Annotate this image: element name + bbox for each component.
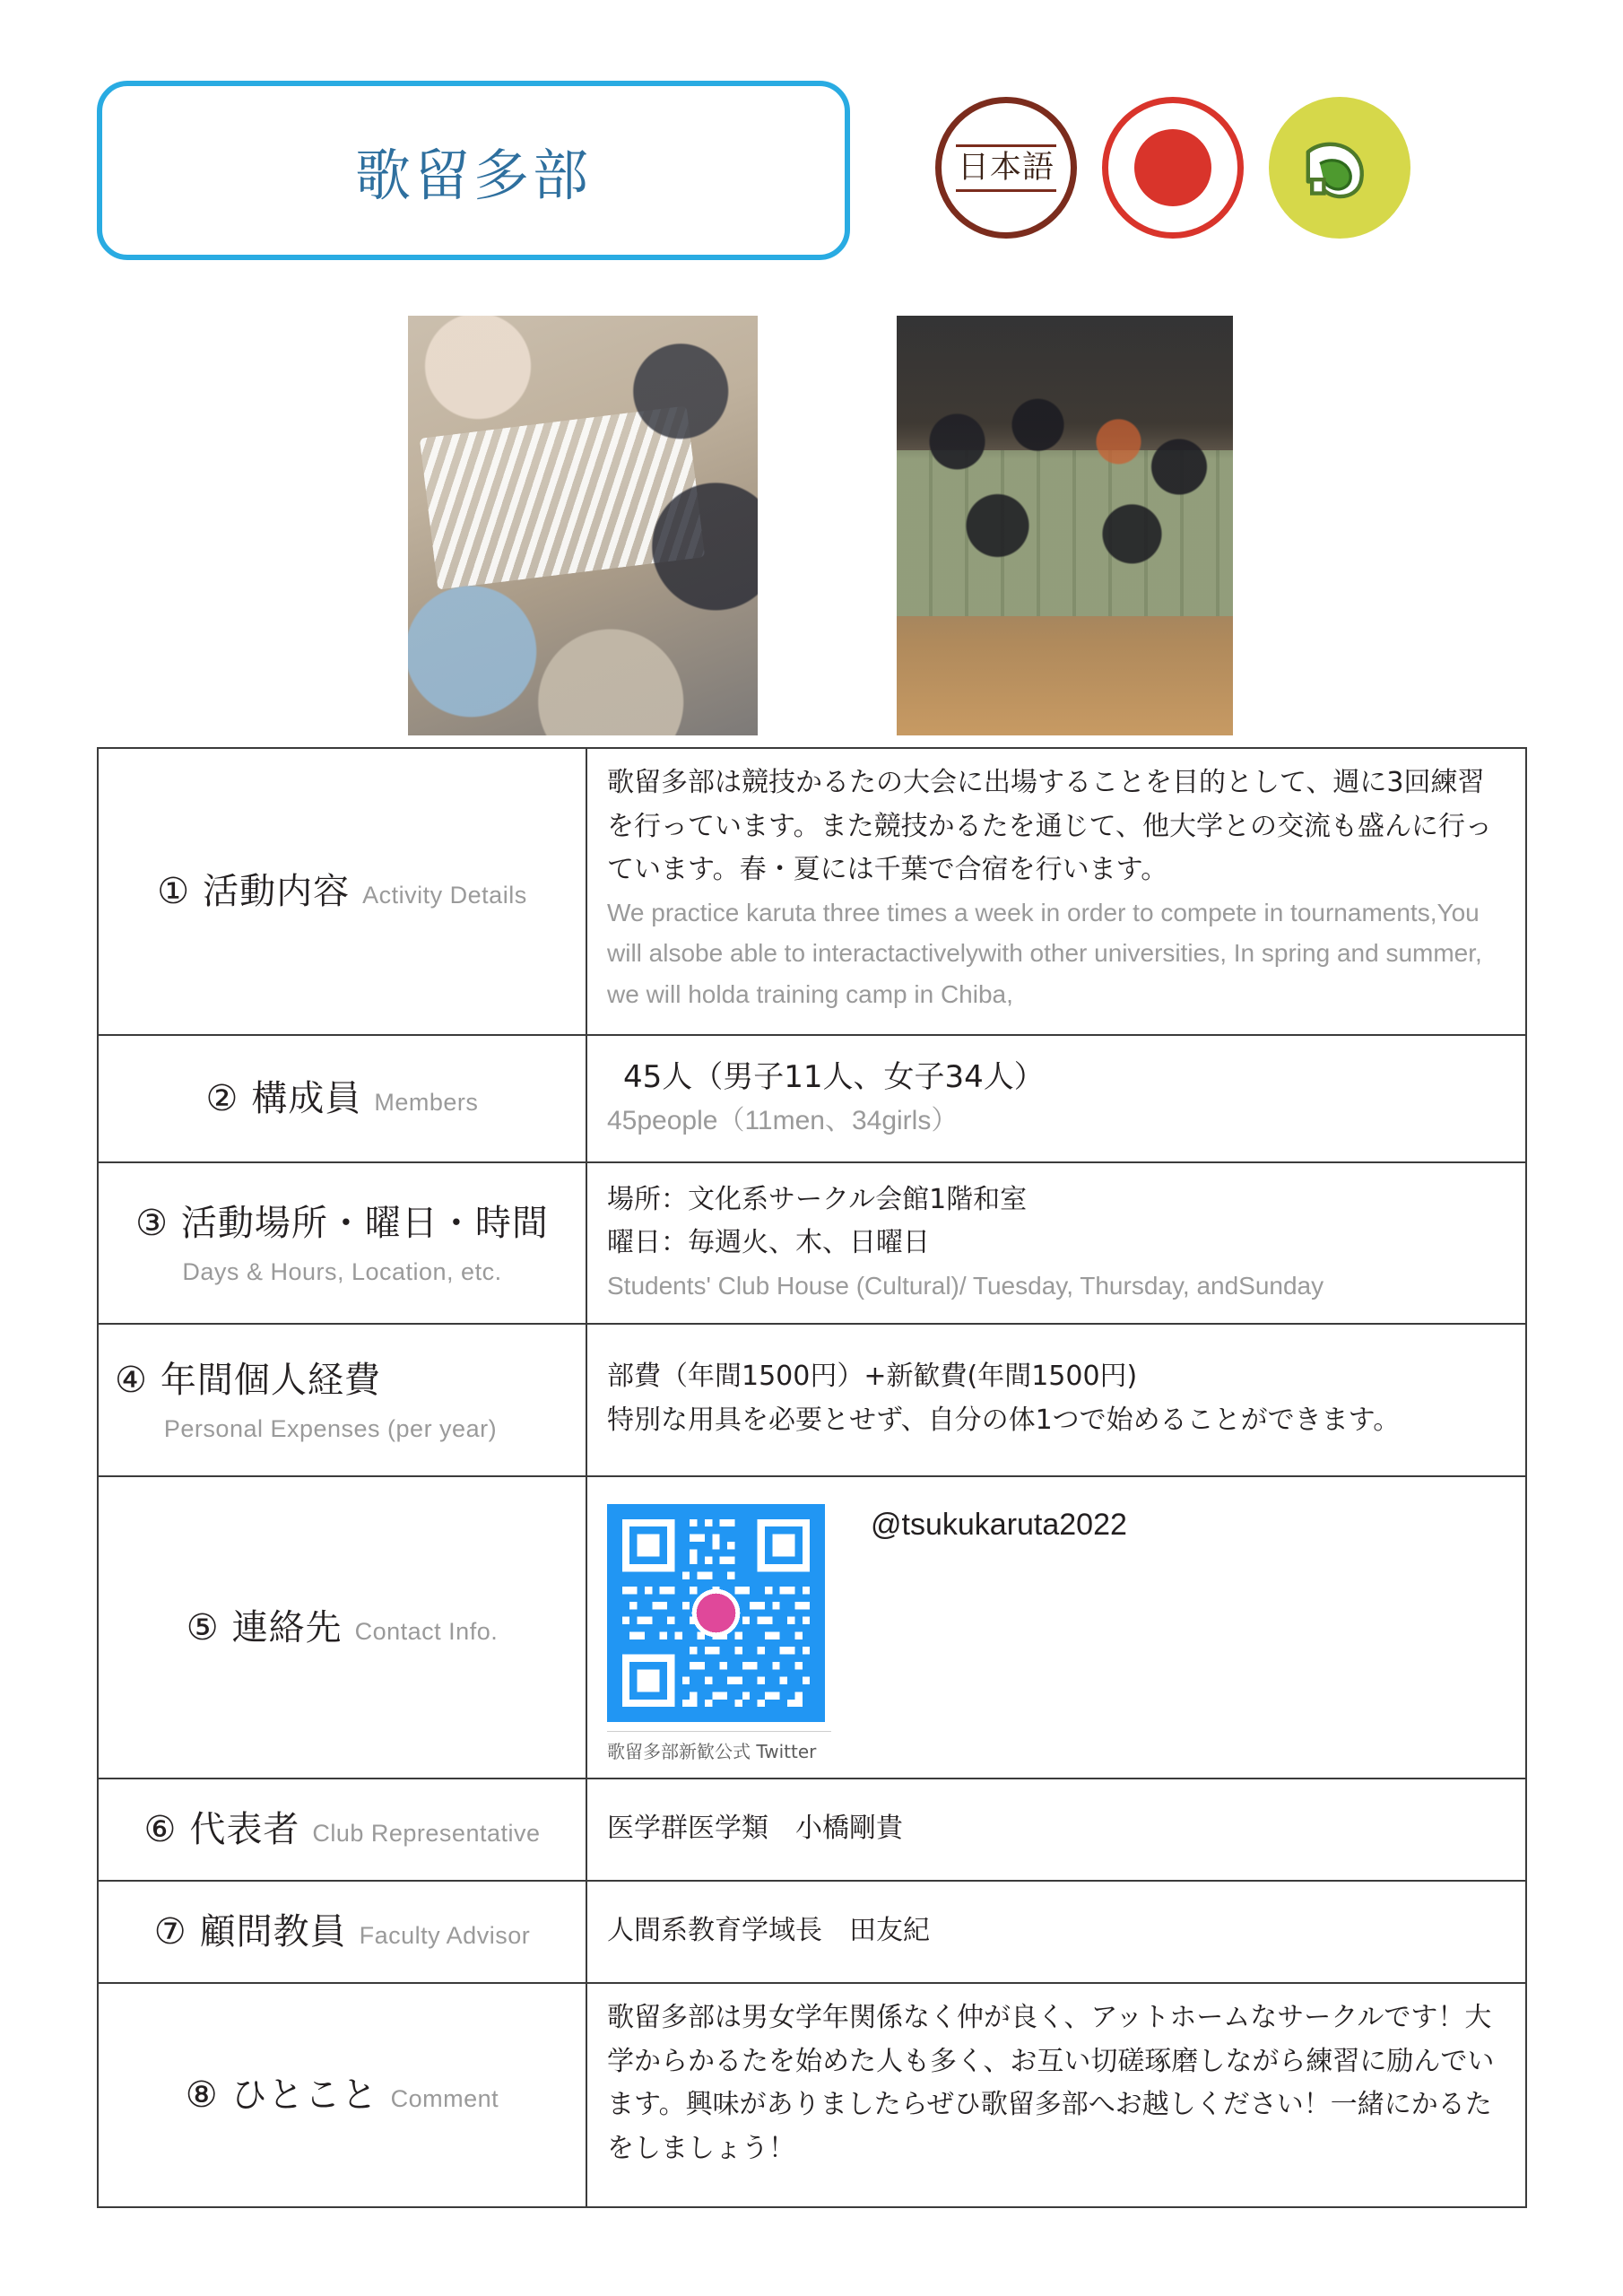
flexed-arm-icon	[1290, 118, 1389, 217]
row-label-advisor	[99, 1882, 587, 1982]
row-label-expenses	[99, 1325, 587, 1475]
expenses-note-line: 特別な用具を必要とせず、自分の体1つで始めることができます。	[607, 1405, 1401, 1436]
row-number: ④	[115, 1359, 148, 1401]
table-row-activity-details	[99, 749, 1525, 1036]
days-line: 曜日：毎週火、木、日曜日	[607, 1227, 930, 1259]
expenses-fee-line: 部費（年間1500円）+新歓費(年間1500円)	[607, 1361, 1138, 1393]
row-body-contact	[587, 1477, 1525, 1778]
qr-caption: 歌留多部新歓公式 Twitter	[607, 1731, 831, 1763]
photo-tournament-hall	[897, 316, 1233, 735]
row-body-advisor	[587, 1882, 1525, 1982]
table-row-expenses	[99, 1325, 1525, 1477]
table-row-advisor	[99, 1882, 1525, 1984]
location-line: 場所：文化系サークル会館1階和室	[607, 1183, 1028, 1215]
row-body-comment	[587, 1984, 1525, 2206]
row-number: ③	[135, 1202, 169, 1244]
row-label-en: Activity Details	[362, 882, 527, 909]
row-label-jp: 顧問教員	[199, 1911, 347, 1952]
table-row-contact	[99, 1477, 1525, 1779]
row-label-comment	[99, 1984, 587, 2206]
table-row-location-days	[99, 1163, 1525, 1325]
activity-badge	[1269, 97, 1410, 239]
row-number: ①	[157, 871, 191, 912]
members-count-jp: 45人（男子11人、女子34人）	[623, 1059, 1045, 1095]
row-label-contact	[99, 1477, 587, 1778]
row-number: ⑦	[153, 1911, 187, 1952]
row-label-en: Contact Info.	[354, 1617, 499, 1645]
activity-details-en: We practice karuta three times a week in order to compete in tournaments,You will alsobe able to interactactivelywith other universities, In spring and summer, we will holda training camp in Chiba,	[607, 898, 1482, 1008]
row-label-en: Club Representative	[312, 1820, 541, 1847]
poster-header	[97, 81, 1532, 260]
advisor-name: 人間系教育学域長 田友紀	[607, 1914, 930, 1946]
table-row-representative	[99, 1779, 1525, 1882]
club-title-box	[97, 81, 850, 260]
japan-flag-badge	[1102, 97, 1244, 239]
row-body-expenses	[587, 1325, 1525, 1475]
row-label-en: Personal Expenses (per year)	[163, 1414, 498, 1442]
row-label-location-days	[99, 1163, 587, 1323]
row-label-en: Comment	[390, 2085, 499, 2112]
row-number: ⑤	[186, 1606, 220, 1648]
row-label-activity-details	[99, 749, 587, 1034]
location-days-en: Students' Club House (Cultural)/ Tuesday, Thursday, andSunday	[607, 1271, 1324, 1300]
row-label-jp: 活動内容	[203, 871, 351, 912]
row-label-representative	[99, 1779, 587, 1880]
row-label-en: Days & Hours, Location, etc.	[182, 1257, 502, 1285]
twitter-handle[interactable]: @tsukukaruta2022	[871, 1508, 1127, 1542]
row-number: ⑥	[143, 1809, 178, 1850]
row-number: ⑧	[185, 2074, 219, 2116]
row-label-jp: 代表者	[189, 1809, 300, 1850]
comment-text: 歌留多部は男女学年関係なく仲が良く、アットホームなサークルです！大学からかるたを始めた人も多く、お互い切磋琢磨しながら練習に励んでいます。興味がありましたらぜひ歌留多部へお越しください！一緒にかるたをしましょう！	[607, 2002, 1495, 2164]
row-label-jp: 年間個人経費	[160, 1359, 381, 1401]
photo-strip	[408, 316, 1233, 735]
row-body-members	[587, 1036, 1525, 1161]
badge-group	[935, 97, 1410, 239]
qr-code-pattern	[607, 1504, 825, 1722]
language-badge-label: 日本語	[956, 144, 1056, 192]
activity-details-jp: 歌留多部は競技かるたの大会に出場することを目的として、週に3回練習を行っています。また競技かるたを通じて、他大学との交流も盛んに行っています。春・夏には千葉で合宿を行います。	[607, 767, 1492, 886]
row-body-activity-details	[587, 749, 1525, 1034]
row-body-representative	[587, 1779, 1525, 1880]
language-badge	[935, 97, 1077, 239]
row-label-jp: 連絡先	[231, 1606, 343, 1648]
qr-block	[607, 1504, 831, 1763]
row-label-en: Members	[374, 1089, 479, 1116]
row-number: ②	[205, 1078, 239, 1119]
club-info-table	[97, 747, 1527, 2208]
row-body-location-days	[587, 1163, 1525, 1323]
qr-code-icon[interactable]	[607, 1504, 825, 1722]
row-label-en: Faculty Advisor	[359, 1922, 531, 1949]
representative-name: 医学群医学類 小橋剛貴	[607, 1812, 903, 1844]
row-label-jp: 構成員	[251, 1078, 362, 1119]
table-row-comment	[99, 1984, 1525, 2208]
row-label-jp: 活動場所・曜日・時間	[180, 1202, 549, 1244]
members-count-en: 45people（11men、34girls）	[607, 1106, 959, 1135]
table-row-members	[99, 1036, 1525, 1163]
row-label-members	[99, 1036, 587, 1161]
row-label-jp: ひとこと	[230, 2074, 378, 2116]
page-title: 歌留多部	[354, 142, 592, 208]
flag-circle-icon	[1134, 129, 1211, 206]
photo-karuta-match	[408, 316, 758, 735]
